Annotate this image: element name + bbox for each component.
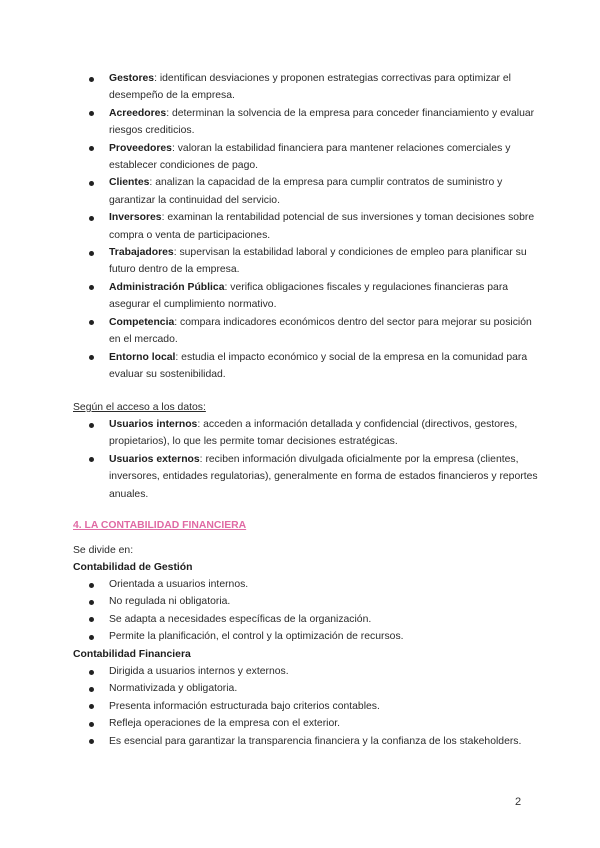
- description: : estudia el impacto económico y social de la empresa en la comunidad para evaluar su sostenibilidad.: [109, 351, 528, 380]
- term: Trabajadores: [109, 247, 174, 259]
- list-item: [73, 70, 543, 105]
- access-label: Según el acceso a los datos:: [73, 402, 206, 413]
- access-list: [73, 416, 543, 503]
- description: : analizan la capacidad de la empresa para cumplir contratos de suministro y garantizar la continuidad del servicio.: [109, 177, 503, 206]
- gestion-title: Contabilidad de Gestión: [73, 562, 193, 573]
- term: Clientes: [109, 177, 150, 189]
- gestion-list: [73, 576, 543, 646]
- financiera-list: [73, 663, 543, 750]
- description: : reciben información divulgada oficialmente por la empresa (clientes, inversores, entidades regulatorias), generalmente en forma de estados financieros y reportes anuales.: [109, 453, 538, 500]
- term: Entorno local: [109, 351, 176, 363]
- list-item: [73, 174, 543, 209]
- description: : determinan la solvencia de la empresa para conceder financiamiento y evaluar riesgos crediticios.: [109, 107, 535, 137]
- description: : supervisan la estabilidad laboral y condiciones de empleo para planificar su futuro dentro de la empresa.: [109, 247, 527, 276]
- list-item: [73, 451, 543, 503]
- stakeholder-list: [73, 70, 543, 383]
- term: Usuarios externos: [109, 453, 200, 465]
- list-item: [73, 314, 543, 349]
- list-item: No regulada ni obligatoria.: [73, 593, 543, 610]
- description: : identifican desviaciones y proponen estrategias correctivas para optimizar el desempeño de la empresa.: [109, 73, 511, 102]
- description: : acceden a información detallada y confidencial (directivos, gestores, propietarios), lo que les permite tomar decisiones estratégicas.: [109, 419, 518, 448]
- list-item: Orientada a usuarios internos.: [73, 576, 543, 593]
- term: Gestores: [109, 73, 155, 84]
- list-item: [73, 105, 543, 140]
- term: Inversores: [109, 212, 162, 224]
- list-item: [73, 349, 543, 384]
- list-item: [73, 209, 543, 244]
- list-item: Normativizada y obligatoria.: [73, 680, 543, 697]
- list-item: Dirigida a usuarios internos y externos.: [73, 663, 543, 680]
- section-intro: Se divide en:: [73, 545, 134, 556]
- list-item: Presenta información estructurada bajo criterios contables.: [73, 698, 543, 715]
- page-number: 2: [515, 796, 522, 808]
- term: Acreedores: [109, 107, 167, 119]
- term: Competencia: [109, 316, 175, 328]
- list-item: Refleja operaciones de la empresa con el exterior.: [73, 715, 543, 732]
- section-heading: 4. LA CONTABILIDAD FINANCIERA: [73, 520, 247, 531]
- list-item: [73, 140, 543, 175]
- description: : compara indicadores económicos dentro del sector para mejorar su posición en el mercado.: [109, 316, 532, 346]
- list-item: Se adapta a necesidades específicas de la organización.: [73, 611, 543, 628]
- financiera-title: Contabilidad Financiera: [73, 649, 191, 660]
- term: Proveedores: [109, 142, 172, 154]
- description: : valoran la estabilidad financiera para mantener relaciones comerciales y establecer condiciones de pago.: [109, 142, 511, 172]
- list-item: [73, 416, 543, 451]
- list-item: Es esencial para garantizar la transparencia financiera y la confianza de los stakeholders.: [73, 733, 543, 750]
- description: : verifica obligaciones fiscales y regulaciones financieras para asegurar el cumplimiento normativo.: [109, 281, 509, 311]
- list-item: [73, 244, 543, 279]
- list-item: Permite la planificación, el control y la optimización de recursos.: [73, 628, 543, 645]
- description: : examinan la rentabilidad potencial de sus inversiones y toman decisiones sobre compra o venta de participaciones.: [109, 212, 535, 241]
- list-item: [73, 279, 543, 314]
- term: Administración Pública: [109, 281, 225, 293]
- term: Usuarios internos: [109, 419, 198, 430]
